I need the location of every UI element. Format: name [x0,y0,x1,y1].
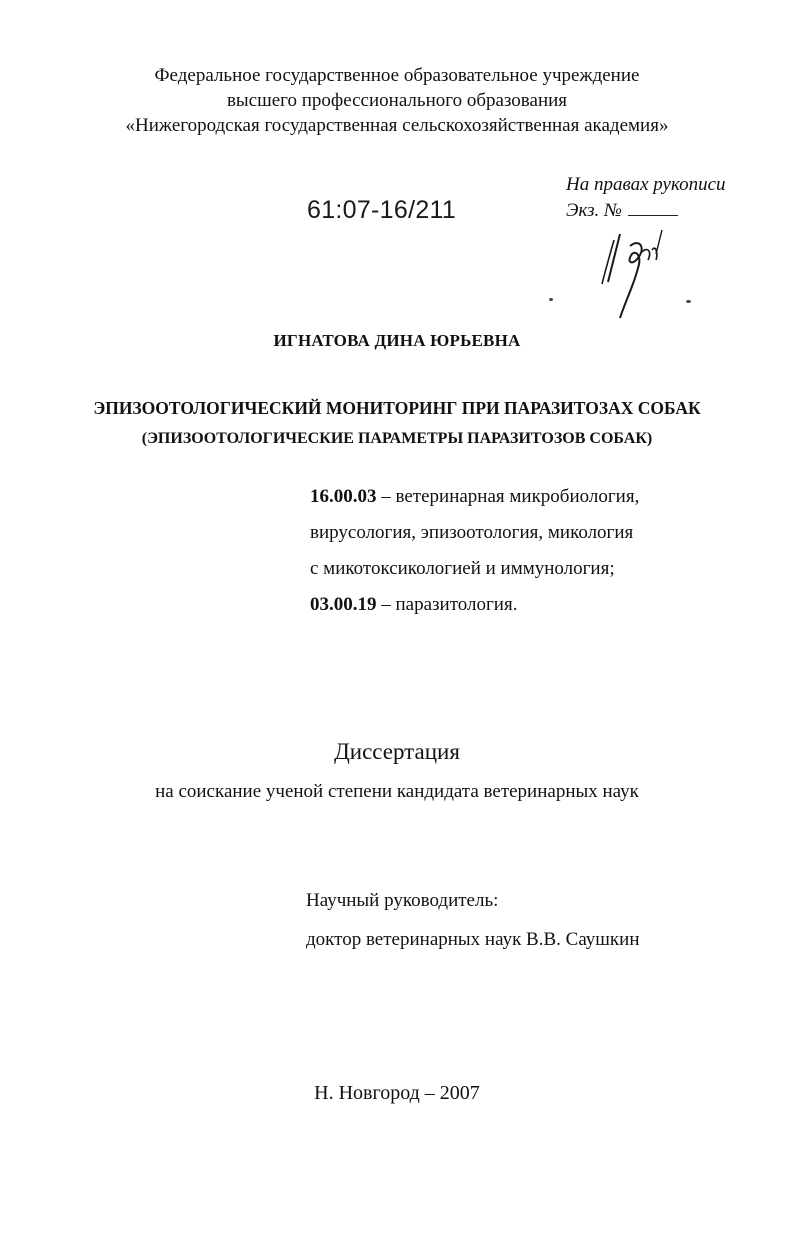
scan-speck [549,298,553,301]
specialty-1-line-2: вирусология, эпизоотология, микология [310,522,634,543]
copy-number [566,199,678,222]
scan-speck [686,300,691,303]
specialty-2-desc: – паразитология. [376,594,518,615]
catalog-code: 61:07-16/211 [307,196,457,224]
copy-number-blank [628,199,678,216]
handwritten-signature [596,226,676,326]
specialty-1-line-1 [310,486,639,508]
copy-number-label: Экз. № [566,200,622,221]
document-type: Диссертация [334,739,460,764]
institution-line-2: высшего профессионального образования [226,90,568,111]
specialty-2-code: 03.00.19 [310,594,377,615]
specialty-1-desc: – ветеринарная микробиология, [376,486,640,507]
degree-statement: на соискание ученой степени кандидата ветеринарных наук [155,781,639,802]
specialty-1-code: 16.00.03 [310,486,377,507]
supervisor-name: доктор ветеринарных наук В.В. Саушкин [306,929,640,950]
manuscript-rights: На правах рукописи [566,174,726,195]
city-year: Н. Новгород – 2007 [314,1082,480,1104]
thesis-subtitle: (ЭПИЗООТОЛОГИЧЕСКИЕ ПАРАМЕТРЫ ПАРАЗИТОЗОВ СОБАК) [141,430,653,447]
thesis-title: ЭПИЗООТОЛОГИЧЕСКИЙ МОНИТОРИНГ ПРИ ПАРАЗИТОЗАХ СОБАК [93,398,701,418]
supervisor-label: Научный руководитель: [306,890,499,911]
specialty-2 [310,594,517,616]
specialty-1-line-3: с микотоксикологией и иммунология; [310,558,615,579]
institution-line-3: «Нижегородская государственная сельскохозяйственная академия» [125,115,669,136]
institution-line-1: Федеральное государственное образовательное учреждение [154,65,640,86]
author-name: ИГНАТОВА ДИНА ЮРЬЕВНА [273,331,521,350]
